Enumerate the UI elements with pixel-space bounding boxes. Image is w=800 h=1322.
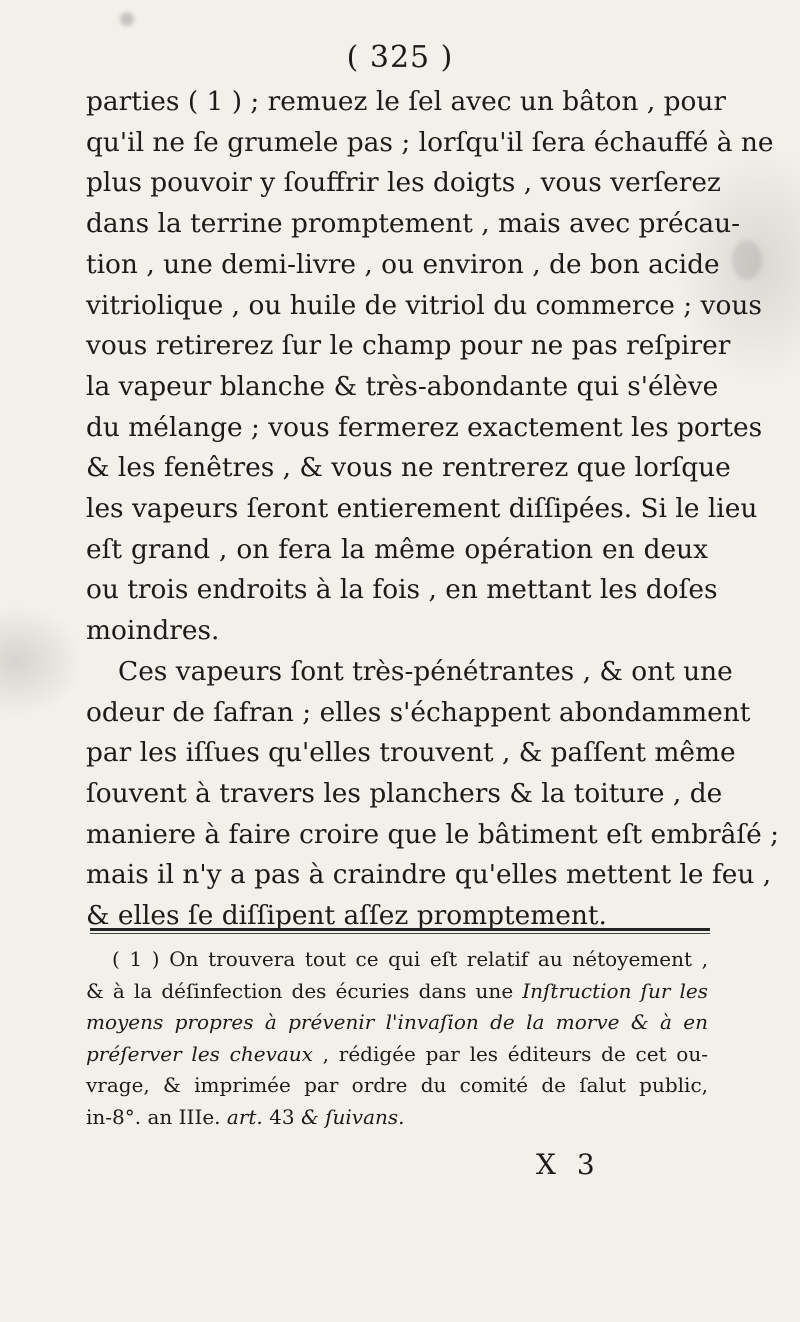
footnote-title-italic: préſerver les chevaux: [86, 1041, 313, 1066]
text-line: les vapeurs ſeront entierement diſſipées. Si le lieu: [86, 493, 758, 525]
footnote-line: vrage, & imprimée par ordre du comité de ſalut public,: [86, 1073, 708, 1097]
footnote-line: ( 1 ) On trouvera tout ce qui eſt relatif au nétoyement ,: [112, 947, 708, 971]
text-line: parties ( 1 ) ; remuez le ſel avec un bâton , pour: [86, 86, 726, 117]
text-line: vitriolique , ou huile de vitriol du commerce ; vous: [86, 289, 762, 321]
signature-mark: X 3: [536, 1148, 601, 1181]
text-line: odeur de ſafran ; elles s'échappent abondamment: [86, 696, 751, 728]
footnote-text: in-8°. an IIIe.: [86, 1104, 227, 1129]
footnote-rule: [90, 928, 710, 931]
text-line: du mélange ; vous fermerez exactement les portes: [86, 411, 763, 443]
text-line: qu'il ne ſe grumele pas ; lorſqu'il ſera échauffé à ne: [86, 126, 774, 158]
text-line: la vapeur blanche & très-abondante qui s'élève: [86, 370, 719, 402]
text-line: mais il n'y a pas à craindre qu'elles mettent le feu ,: [86, 859, 772, 891]
text-line: vous retirerez ſur le champ pour ne pas reſpirer: [86, 330, 731, 362]
text-line: & les fenêtres , & vous ne rentrerez que lorſque: [86, 452, 731, 484]
text-line: & elles ſe diſſipent aſſez promptement.: [86, 900, 607, 932]
text-line: eſt grand , on fera la même opération en deux: [86, 533, 708, 565]
paragraph-first-line: Ces vapeurs ſont très-pénétrantes , & ont une: [118, 655, 733, 687]
text-line: plus pouvoir y ſouffrir les doigts , vous verſerez: [86, 167, 721, 199]
ink-smudge: [120, 12, 134, 26]
text-line: moindres.: [86, 615, 220, 647]
text-line: maniere à faire croire que le bâtiment eſt embrâſé ;: [86, 818, 780, 850]
footnote-ref-italic: & ſuivans.: [300, 1104, 405, 1129]
page-number: ( 325 ): [346, 40, 454, 75]
text-line: tion , une demi-livre , ou environ , de bon acide: [86, 248, 720, 280]
main-text: [86, 82, 780, 937]
text-line: ou trois endroits à la fois , en mettant les doſes: [86, 574, 718, 606]
footnote-title-italic: moyens propres à prévenir l'invaſion de la morve & à en: [86, 1010, 708, 1034]
footnote-title-italic: Inſtruction ſur les: [522, 978, 708, 1003]
footnote-text: & à la déſinfection des écuries dans une: [86, 978, 523, 1003]
footnote: [86, 944, 708, 1133]
text-line: dans la terrine promptement , mais avec précau-: [86, 208, 741, 240]
footnote-text: 43: [262, 1104, 301, 1129]
footnote-line: [86, 976, 708, 1008]
footnote-line: [86, 1102, 708, 1134]
text-line: ſouvent à travers les planchers & la toiture , de: [86, 777, 723, 809]
footnote-ref-italic: art.: [226, 1104, 263, 1129]
ink-smudge: [732, 240, 762, 280]
footnote-line: [86, 1039, 708, 1071]
footnote-text: , rédigée par les éditeurs de cet ou-: [312, 1041, 708, 1066]
text-line: par les iſſues qu'elles trouvent , & paſſent même: [86, 737, 736, 769]
